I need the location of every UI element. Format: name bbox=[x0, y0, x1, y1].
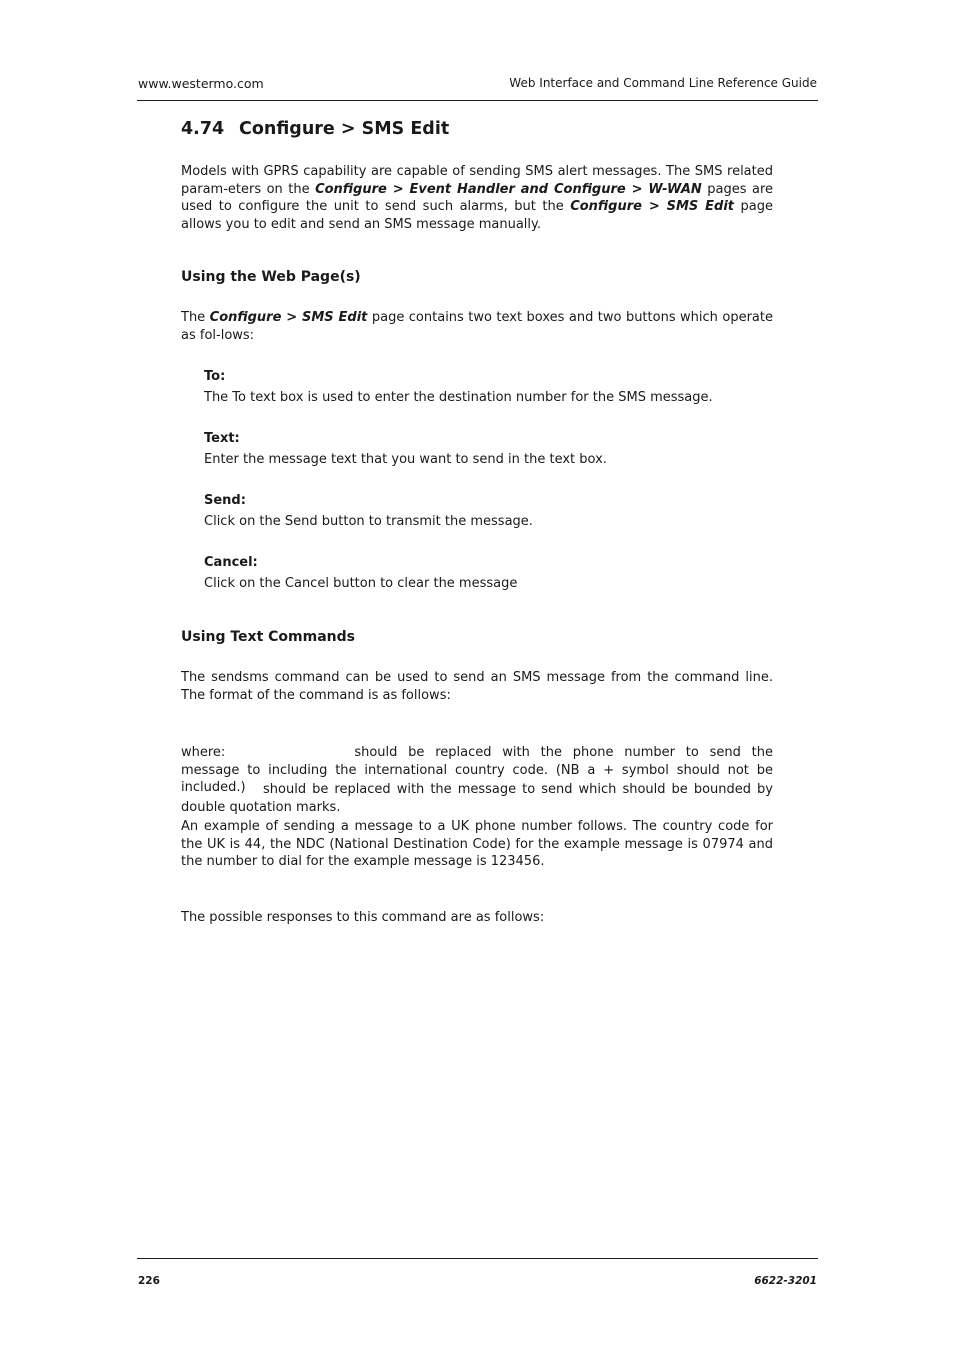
text-title: Text: bbox=[204, 431, 240, 446]
header-guide-title: Web Interface and Command Line Reference Guide bbox=[509, 76, 817, 90]
message-paragraph bbox=[181, 781, 773, 816]
footer-doc-number: 6622-3201 bbox=[754, 1275, 817, 1287]
text-commands-heading: Using Text Commands bbox=[181, 629, 355, 645]
where-label: where: bbox=[181, 745, 226, 760]
message-text: should be replaced with the message to send which should be bounded by double quotation marks. bbox=[181, 782, 773, 815]
footer-rule bbox=[137, 1258, 818, 1259]
text-desc: Enter the message text that you want to send in the text box. bbox=[204, 452, 607, 467]
to-title: To: bbox=[204, 369, 226, 384]
cancel-desc: Click on the Cancel button to clear the message bbox=[204, 576, 518, 591]
section-title: Configure > SMS Edit bbox=[239, 119, 450, 139]
web-page-heading: Using the Web Page(s) bbox=[181, 269, 361, 285]
header-rule bbox=[137, 100, 818, 101]
cancel-title: Cancel: bbox=[204, 555, 258, 570]
section-number: 4.74 bbox=[181, 119, 225, 139]
section-heading bbox=[181, 119, 449, 139]
send-desc: Click on the Send button to transmit the message. bbox=[204, 514, 533, 529]
where-text: should be replaced with the phone number to send the message to including the international country code. (NB a + symbol should not be included.) bbox=[181, 745, 773, 795]
intro-text-3: page allows you to edit and send an SMS message manually. bbox=[181, 199, 773, 232]
responses-paragraph: The possible responses to this command are as follows: bbox=[181, 910, 545, 925]
intro-text-2: pages are used to configure the unit to send such alarms, but the bbox=[181, 181, 773, 214]
intro-paragraph bbox=[181, 163, 773, 233]
web-link-1: Configure > SMS Edit bbox=[209, 310, 368, 325]
intro-text-1: Models with GPRS capability are capable of sending SMS alert messages. The SMS related param-eters on the bbox=[181, 164, 773, 197]
web-page-paragraph bbox=[181, 309, 773, 344]
web-text-2: page contains two text boxes and two buttons which operate as fol-lows: bbox=[181, 310, 773, 343]
footer-page-number: 226 bbox=[138, 1275, 160, 1287]
web-text-1: The bbox=[181, 310, 210, 325]
to-desc: The To text box is used to enter the destination number for the SMS message. bbox=[204, 390, 713, 405]
text-commands-paragraph: The sendsms command can be used to send an SMS message from the command line. The format of the command is as follows: bbox=[181, 670, 773, 703]
intro-link-2: Configure > SMS Edit bbox=[570, 199, 735, 214]
intro-link-1: Configure > Event Handler and Configure > W-WAN bbox=[315, 181, 702, 197]
header-website: www.westermo.com bbox=[138, 76, 264, 91]
send-title: Send: bbox=[204, 493, 246, 508]
example-paragraph: An example of sending a message to a UK phone number follows. The country code for the UK is 44, the NDC (National Destination Code) for the example message is 07974 and the number to dial for the example message is 123456. bbox=[181, 819, 773, 869]
